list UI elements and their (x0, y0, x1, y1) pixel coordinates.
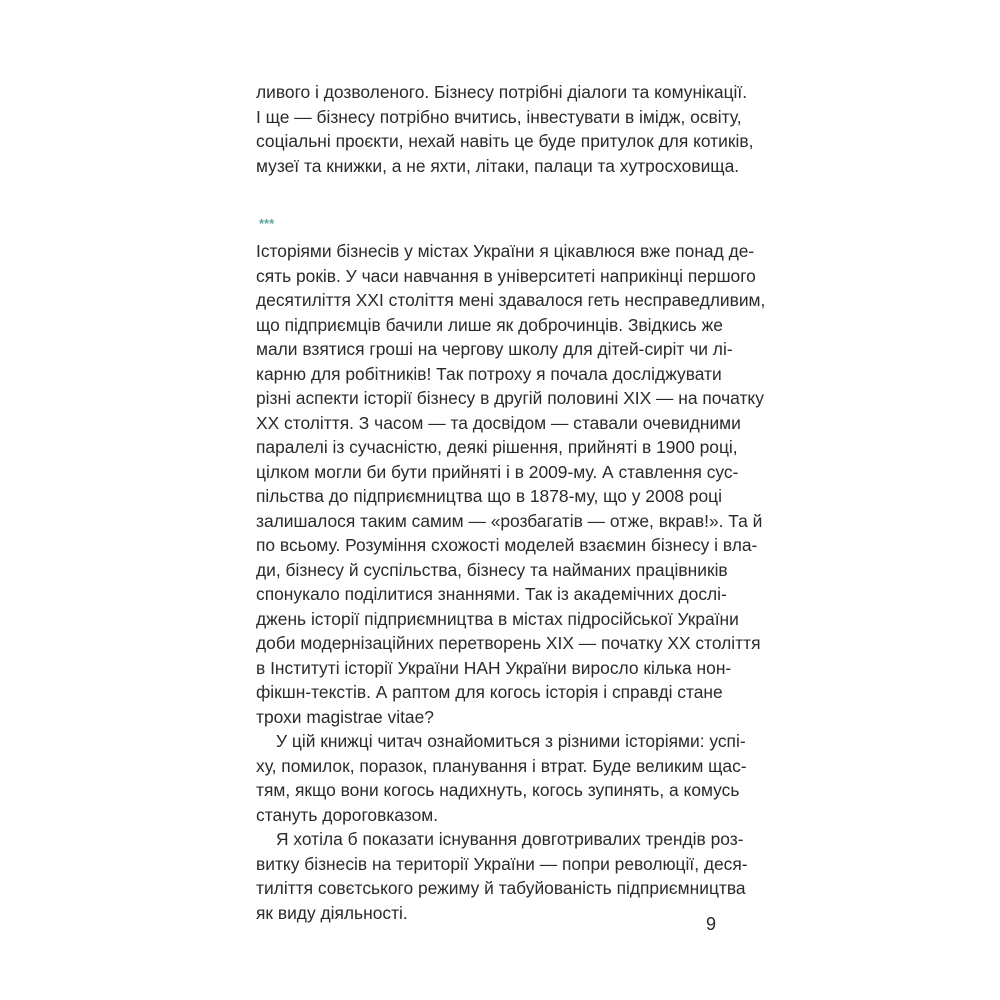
text-line: соціальні проєкти, нехай навіть це буде притулок для котиків, (256, 131, 754, 151)
text-line: залишалося таким самим — «розбагатів — отже, вкрав!». Та й (256, 510, 763, 531)
text-line: витку бізнесів на території України — попри революції, деся- (256, 853, 748, 874)
text-line: різні аспекти історії бізнесу в другій половині XIX — на початку (256, 388, 764, 408)
paragraph (256, 239, 766, 729)
text-line: музеї та книжки, а не яхти, літаки, палаци та хутросховища. (256, 155, 740, 176)
main-text (256, 239, 766, 925)
text-line: тиліття совєтського режиму й табуйованість підприємництва (256, 878, 746, 898)
text-line: тям, якщо вони когось надихнуть, когось зупинять, а комусь (256, 780, 740, 800)
paragraph (256, 827, 748, 925)
text-line: У цій книжці читач ознайомиться з різними історіями: успі- (276, 731, 746, 751)
text-line: спонукало поділитися знаннями. Так із академічних дослі- (256, 584, 727, 604)
text-line: пільства до підприємництва що в 1878-му, що у 2008 році (256, 486, 722, 506)
text-line: доби модернізаційних перетворень XIX — початку XX століття (256, 633, 761, 653)
text-line: І ще — бізнесу потрібно вчитись, інвестувати в імідж, освіту, (256, 106, 742, 127)
text-line: як виду діяльності. (256, 902, 408, 923)
text-line: ди, бізнесу й суспільства, бізнесу та найманих працівників (256, 559, 728, 580)
section-break-ornament: *** (259, 216, 275, 231)
text-line: що підприємців бачили лише як доброчинців. Звідкись же (256, 314, 723, 335)
text-line: стануть дороговказом. (256, 804, 439, 825)
text-line: по всьому. Розуміння схожості моделей взаємин бізнесу і вла- (256, 535, 758, 555)
text-line: Історіями бізнесів у містах України я цікавлюся вже понад де- (256, 241, 755, 261)
text-line: паралелі із сучасністю, деякі рішення, прийняті в 1900 році, (256, 437, 738, 457)
text-line: карню для робітників! Так потроху я почала досліджувати (256, 363, 722, 384)
text-line: цілком могли би бути прийняті і в 2009-му. А ставлення сус- (256, 461, 739, 482)
text-line: ливого і дозволеного. Бізнесу потрібні діалоги та комунікації. (256, 82, 748, 102)
paragraph (256, 729, 747, 827)
text-line: ху, помилок, поразок, планування і втрат. Буде великим щас- (256, 755, 747, 776)
text-line: мали взятися гроші на чергову школу для дітей-сиріт чи лі- (256, 339, 733, 359)
page-number: 9 (706, 914, 717, 934)
text-line: фікшн-текстів. А раптом для когось історія і справді стане (256, 682, 723, 702)
text-line: XX століття. З часом — та досвідом — ставали очевидними (256, 412, 741, 433)
text-line: Я хотіла б показати існування довготривалих трендів роз- (276, 829, 744, 849)
text-line: десятиліття XXI століття мені здавалося геть несправедливим, (256, 290, 766, 310)
top-paragraph (256, 80, 754, 178)
text-line: трохи magistrae vitae? (256, 706, 434, 727)
text-line: джень історії підприємництва в містах підросійської України (256, 608, 739, 629)
text-line: сять років. У часи навчання в університеті наприкінці першого (256, 265, 756, 286)
text-line: в Інституті історії України НАН України виросло кілька нон- (256, 657, 732, 678)
